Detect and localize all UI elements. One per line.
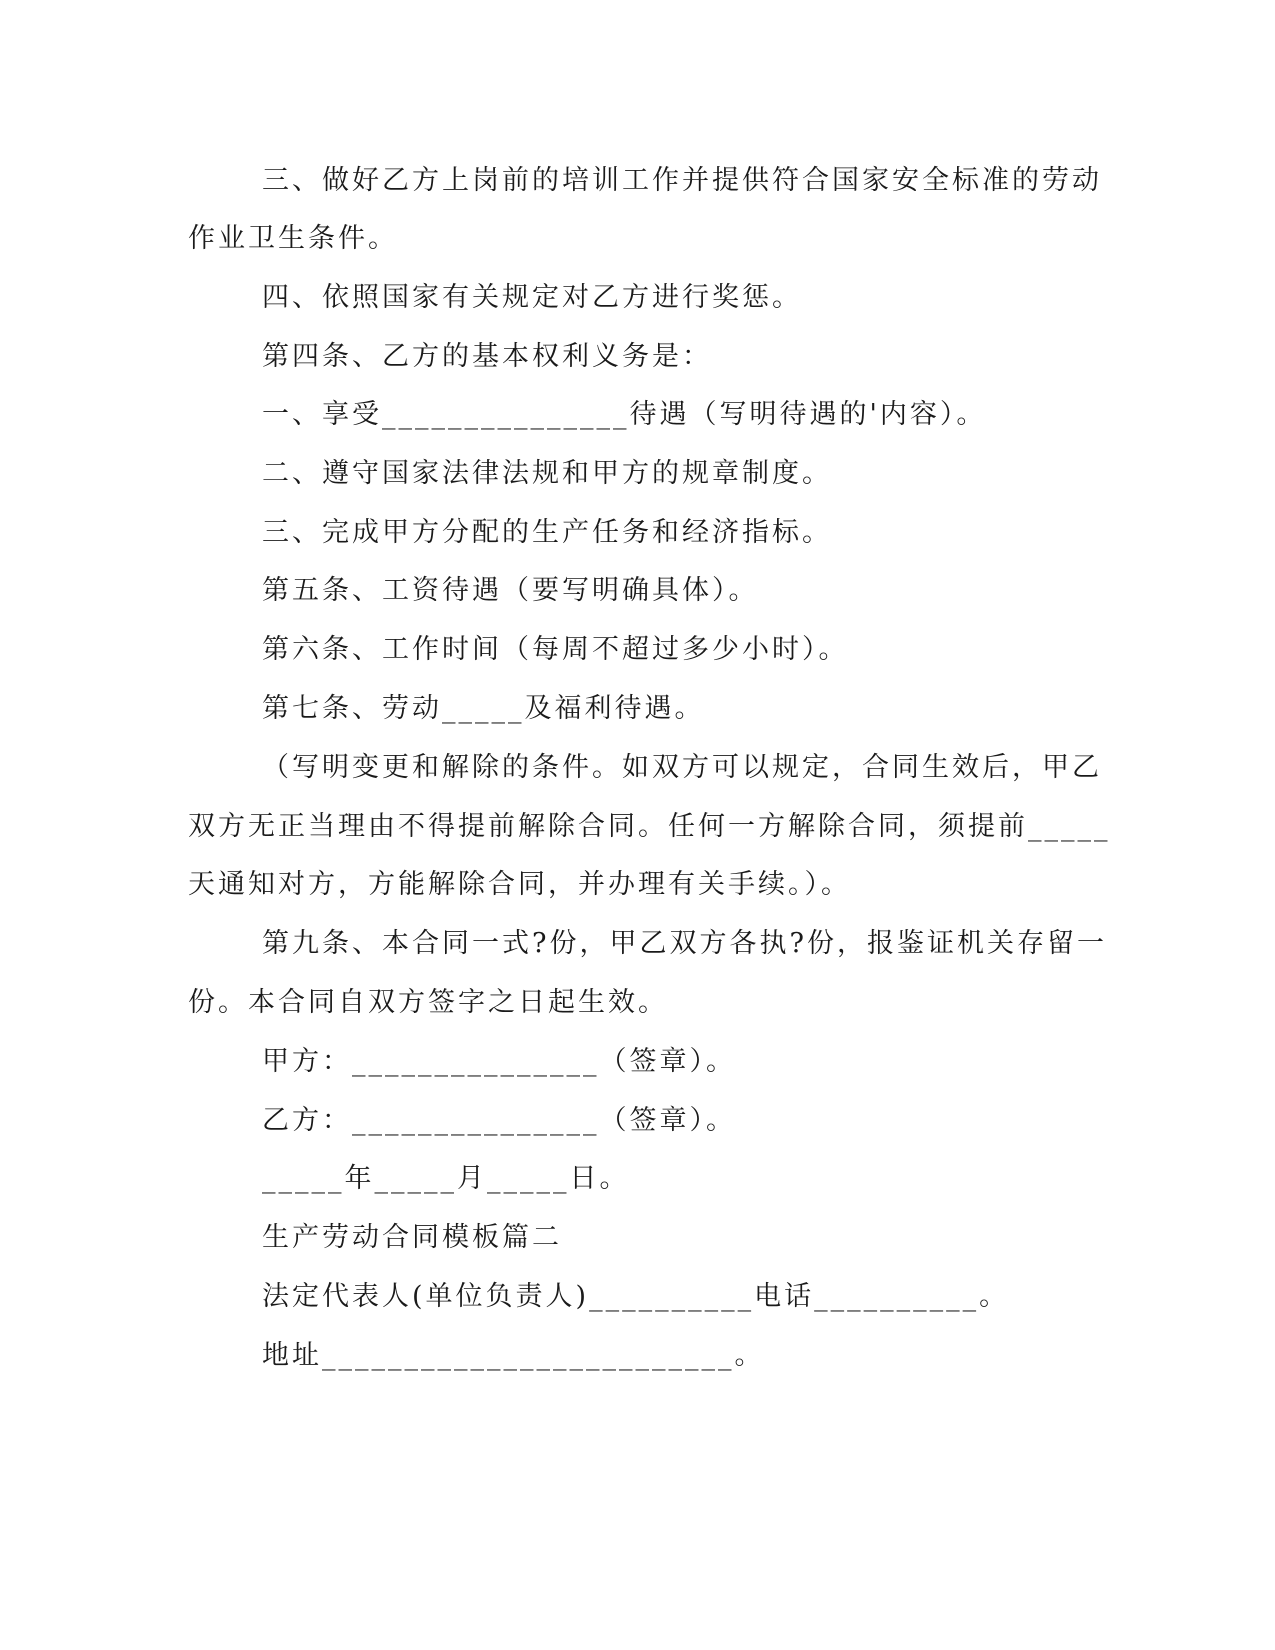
paragraph-line: 第六条、工作时间（每周不超过多少小时）。 [262,634,849,665]
paragraph-line: 一、享受_______________待遇（写明待遇的'内容）。 [262,399,987,430]
paragraph-line: 双方无正当理由不得提前解除合同。任何一方解除合同，须提前_____ [188,811,1111,842]
signature-line-party-b: 乙方：_______________（签章）。 [262,1105,736,1136]
paragraph-line: 三、完成甲方分配的生产任务和经济指标。 [262,517,832,548]
paragraph-line: 第七条、劳动_____及福利待遇。 [262,693,705,724]
paragraph-line: 作业卫生条件。 [188,223,398,254]
date-line: _____年_____月_____日。 [262,1163,630,1194]
paragraph-line: 天通知对方，方能解除合同，并办理有关手续。）。 [188,869,851,900]
paragraph-line: 第九条、本合同一式?份，甲乙双方各执?份，报鉴证机关存留一 [262,928,1107,959]
paragraph-line: 四、依照国家有关规定对乙方进行奖惩。 [262,282,802,313]
paragraph-line: 法定代表人(单位负责人)__________电话__________。 [262,1281,1010,1312]
paragraph-line: 第五条、工资待遇（要写明确具体）。 [262,575,759,606]
paragraph-line: 地址_________________________。 [262,1340,765,1371]
paragraph-line: 二、遵守国家法律法规和甲方的规章制度。 [262,458,832,489]
section-heading: 生产劳动合同模板篇二 [262,1222,562,1253]
paragraph-line: 三、做好乙方上岗前的培训工作并提供符合国家安全标准的劳动 [262,165,1102,196]
signature-line-party-a: 甲方：_______________（签章）。 [262,1046,736,1077]
paragraph-line: 第四条、乙方的基本权利义务是： [262,341,712,372]
paragraph-line: 份。本合同自双方签字之日起生效。 [188,987,668,1018]
paragraph-line: （写明变更和解除的条件。如双方可以规定，合同生效后，甲乙 [262,752,1102,783]
